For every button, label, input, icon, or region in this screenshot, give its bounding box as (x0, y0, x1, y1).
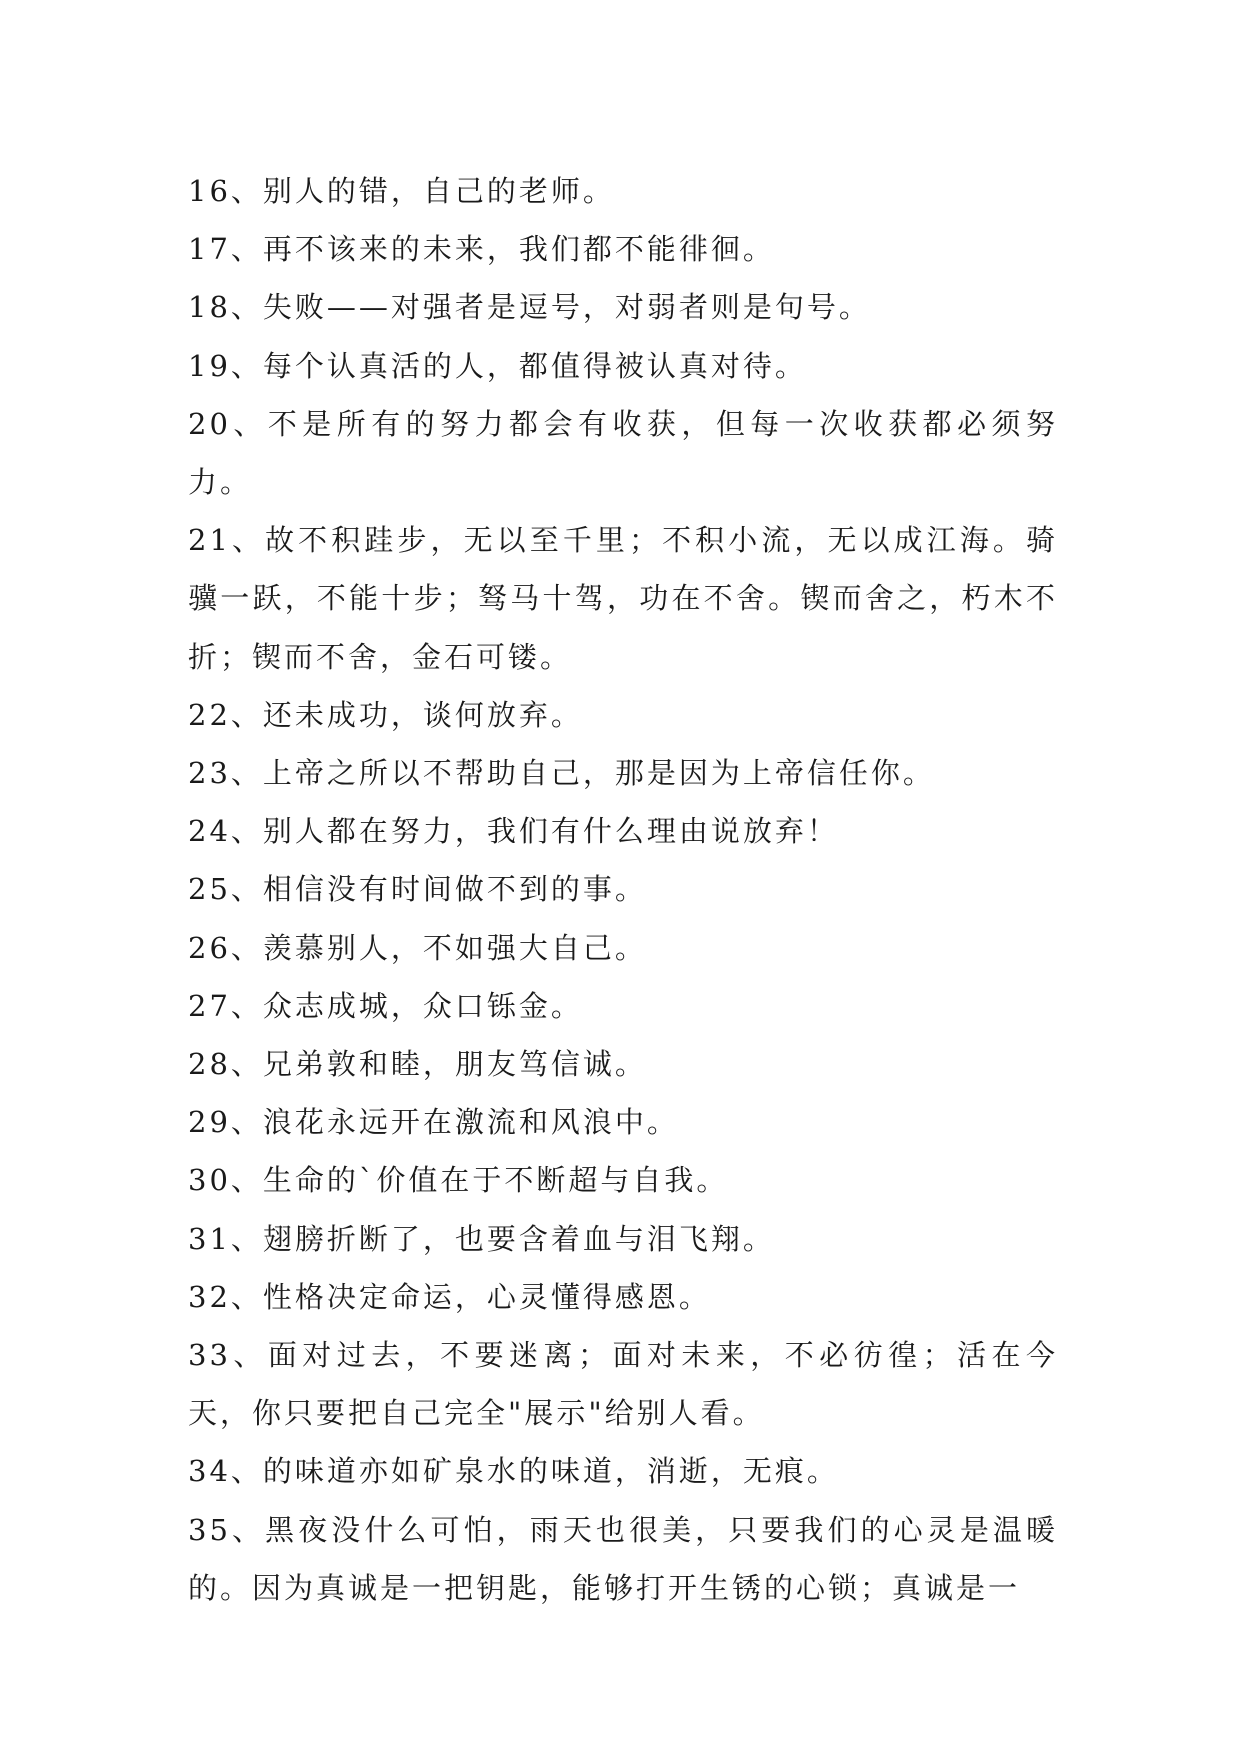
quote-item-28: 28、兄弟敦和睦，朋友笃信诚。 (188, 1047, 647, 1082)
quote-item-33: 33、面对过去，不要迷离；面对未来，不必彷徨；活在今天，你只要把自己完全"展示"给别人看。 (188, 1338, 1058, 1431)
quote-item-24: 24、别人都在努力，我们有什么理由说放弃！ (188, 814, 839, 849)
quote-item-30: 30、生命的`价值在于不断超与自我。 (188, 1163, 729, 1198)
quote-item-16: 16、别人的错，自己的老师。 (188, 174, 615, 208)
quote-item-29: 29、浪花永远开在激流和风浪中。 (188, 1105, 679, 1140)
quote-item-27: 27、众志成城，众口铄金。 (188, 988, 583, 1023)
quote-item-32: 32、性格决定命运，心灵懂得感恩。 (188, 1279, 711, 1314)
quote-item-35: 35、黑夜没什么可怕，雨天也很美，只要我们的心灵是温暖的。因为真诚是一把钥匙，能够打开生锈的心锁；真诚是一 (188, 1512, 1058, 1605)
quote-item-22: 22、还未成功，谈何放弃。 (188, 697, 583, 732)
quote-item-26: 26、羡慕别人，不如强大自己。 (188, 930, 647, 965)
quote-item-25: 25、相信没有时间做不到的事。 (188, 872, 647, 907)
quote-item-34: 34、的味道亦如矿泉水的味道，消逝，无痕。 (188, 1454, 839, 1489)
quote-item-21: 21、故不积跬步，无以至千里；不积小流，无以成江海。骑骥一跃，不能十步；驽马十驾，功在不舍。锲而舍之，朽木不折；锲而不舍，金石可镂。 (188, 523, 1058, 674)
quote-item-17: 17、再不该来的未来，我们都不能徘徊。 (188, 232, 775, 267)
quote-item-23: 23、上帝之所以不帮助自己，那是因为上帝信任你。 (188, 756, 935, 791)
quote-item-31: 31、翅膀折断了，也要含着血与泪飞翔。 (188, 1221, 775, 1256)
quote-item-18: 18、失败——对强者是逗号，对弱者则是句号。 (188, 290, 871, 325)
quote-item-20: 20、不是所有的努力都会有收获，但每一次收获都必须努力。 (188, 406, 1058, 500)
quote-item-19: 19、每个认真活的人，都值得被认真对待。 (188, 348, 807, 383)
document-body (188, 162, 1058, 1617)
